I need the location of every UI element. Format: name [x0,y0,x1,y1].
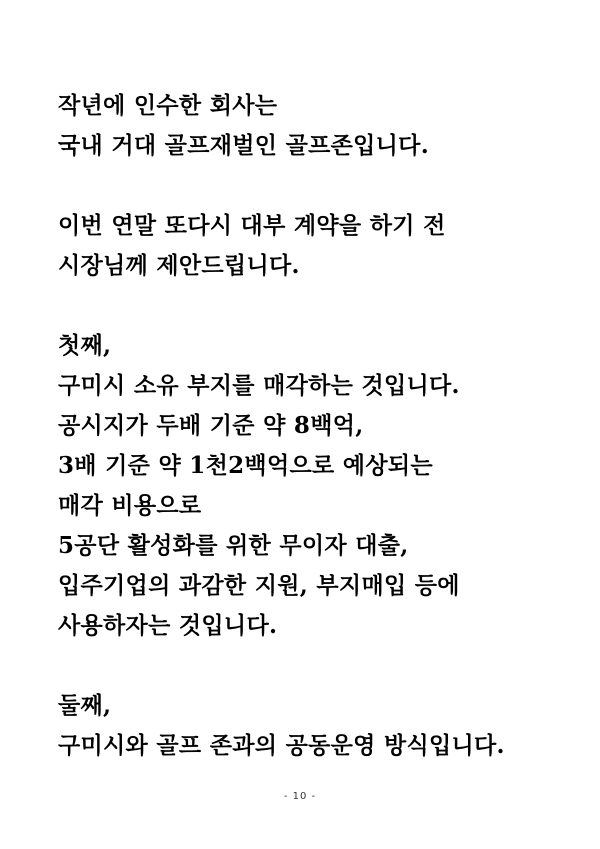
paragraph-gap [58,166,578,206]
text-line: 구미시와 골프 존과의 공동운영 방식입니다. [58,732,505,759]
text-line: 시장님께 제안드립니다. [58,252,300,279]
text-line: 사용하자는 것입니다. [58,612,278,639]
text-line: 3배 기준 약 1천2백억으로 예상되는 [58,452,433,479]
paragraph-gap [58,286,578,326]
paragraph-2 [58,206,578,286]
text-line: 국내 거대 골프재벌인 골프존입니다. [58,132,429,159]
document-body [58,86,578,766]
text-line: 구미시 소유 부지를 매각하는 것입니다. [58,372,460,399]
paragraph-4 [58,686,578,766]
text-line: 매각 비용으로 [58,492,202,519]
section-heading-second: 둘째, [58,692,112,719]
paragraph-1 [58,86,578,166]
text-line: 공시지가 두배 기준 약 8백억, [58,412,364,439]
paragraph-3 [58,326,578,646]
text-line: 입주기업의 과감한 지원, 부지매입 등에 [58,572,460,599]
text-line: 이번 연말 또다시 대부 계약을 하기 전 [58,212,446,239]
text-line: 5공단 활성화를 위한 무이자 대출, [58,532,409,559]
text-line: 작년에 인수한 회사는 [58,92,278,119]
page-number: - 10 - [283,791,317,802]
section-heading-first: 첫째, [58,332,112,359]
paragraph-gap [58,646,578,686]
